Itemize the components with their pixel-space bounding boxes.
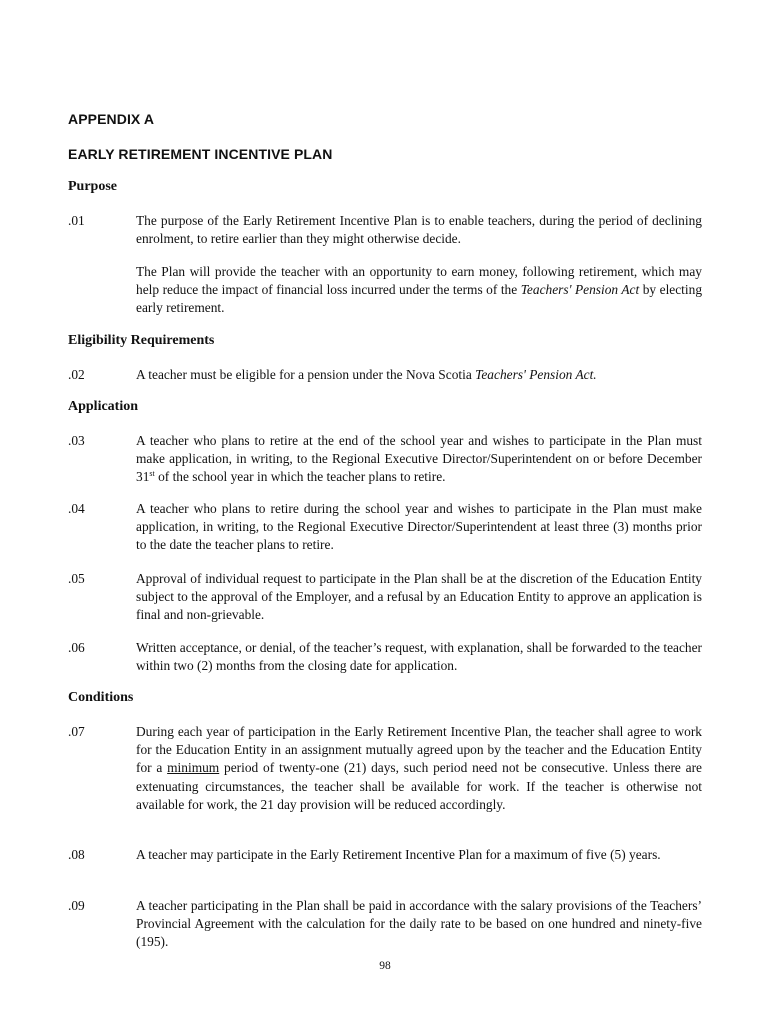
clause-text-part: period of twenty-one (21) days, such period need not be consecutive. Unless there are extenuating circumstances, the teacher shall be available for work. If the teacher is otherwise not available for work, the 21 day provision will be reduced accordingly. [136,760,702,812]
clause-number: .02 [68,367,85,382]
clause-text: Written acceptance, or denial, of the teacher’s request, with explanation, shall be forwarded to the teacher within two (2) months from the closing date for application. [136,640,702,674]
clause-text [136,432,702,487]
clause-04 [68,500,702,555]
section-heading-purpose: Purpose [68,179,117,194]
clause-06 [68,639,702,675]
clause-text: Approval of individual request to participate in the Plan shall be at the discretion of the Education Entity subject to the approval of the Employer, and a refusal by an Education Entity to approve an application is final and non-grievable. [136,571,702,623]
clause-number: .06 [68,640,85,655]
clause-number: .08 [68,847,85,862]
appendix-title: APPENDIX A [68,111,155,127]
page-number: 98 [379,960,391,972]
act-name-italic: Teachers' Pension Act [520,282,640,298]
clause-01 [68,212,702,248]
clause-text [136,366,702,384]
clause-05 [68,570,702,625]
clause-number: .03 [68,433,85,448]
clause-number: .07 [68,724,85,739]
clause-08 [68,846,702,864]
clause-text-part: A teacher must be eligible for a pension under the Nova Scotia [136,367,476,382]
clause-text: A teacher may participate in the Early Retirement Incentive Plan for a maximum of five (5) years. [136,847,661,862]
clause-text-part: A teacher who plans to retire at the end of the school year and wishes to participate in the Plan must make application, in writing, to the Regional Executive Director/Superintendent on or before December 31 [136,433,702,485]
clause-number: .05 [68,571,85,586]
clause-text-part: by electing early retirement. [136,282,703,316]
clause-02 [68,366,702,384]
clause-text: A teacher who plans to retire during the school year and wishes to participate in the Plan must make application, in writing, to the Regional Executive Director/Superintendent at least three (3) months prior to the date the teacher plans to retire. [136,501,702,553]
clause-number: .04 [68,501,85,516]
section-heading-eligibility: Eligibility Requirements [68,333,215,348]
clause-09 [68,897,702,952]
clause-text: The purpose of the Early Retirement Incentive Plan is to enable teachers, during the period of declining enrolment, to retire earlier than they might otherwise decide. [136,213,702,247]
underlined-word: minimum [167,760,220,776]
superscript: st [149,469,155,479]
clause-03 [68,432,702,487]
clause-01-paragraph-2 [136,263,702,318]
clause-text: A teacher participating in the Plan shall be paid in accordance with the salary provisions of the Teachers’ Provincial Agreement with the calculation for the daily rate to be based on one hundred and ninety-five (195). [136,898,702,950]
clause-text-part: of the school year in which the teacher plans to retire. [154,469,446,485]
act-name-italic: Teachers' Pension Act. [475,367,597,382]
clause-text-part: The Plan will provide the teacher with an opportunity to earn money, following retirement, which may help reduce the impact of financial loss incurred under the terms of the [136,264,702,298]
clause-07 [68,723,702,814]
section-heading-conditions: Conditions [68,690,134,705]
clause-number: .01 [68,213,85,228]
plan-title: EARLY RETIREMENT INCENTIVE PLAN [68,146,333,162]
clause-text-part: During each year of participation in the Early Retirement Incentive Plan, the teacher shall agree to work for the Education Entity in an assignment mutually agreed upon by the teacher and the Education Entity for a [136,724,702,776]
clause-text [136,723,702,814]
section-heading-application: Application [68,399,139,414]
clause-number: .09 [68,898,85,913]
